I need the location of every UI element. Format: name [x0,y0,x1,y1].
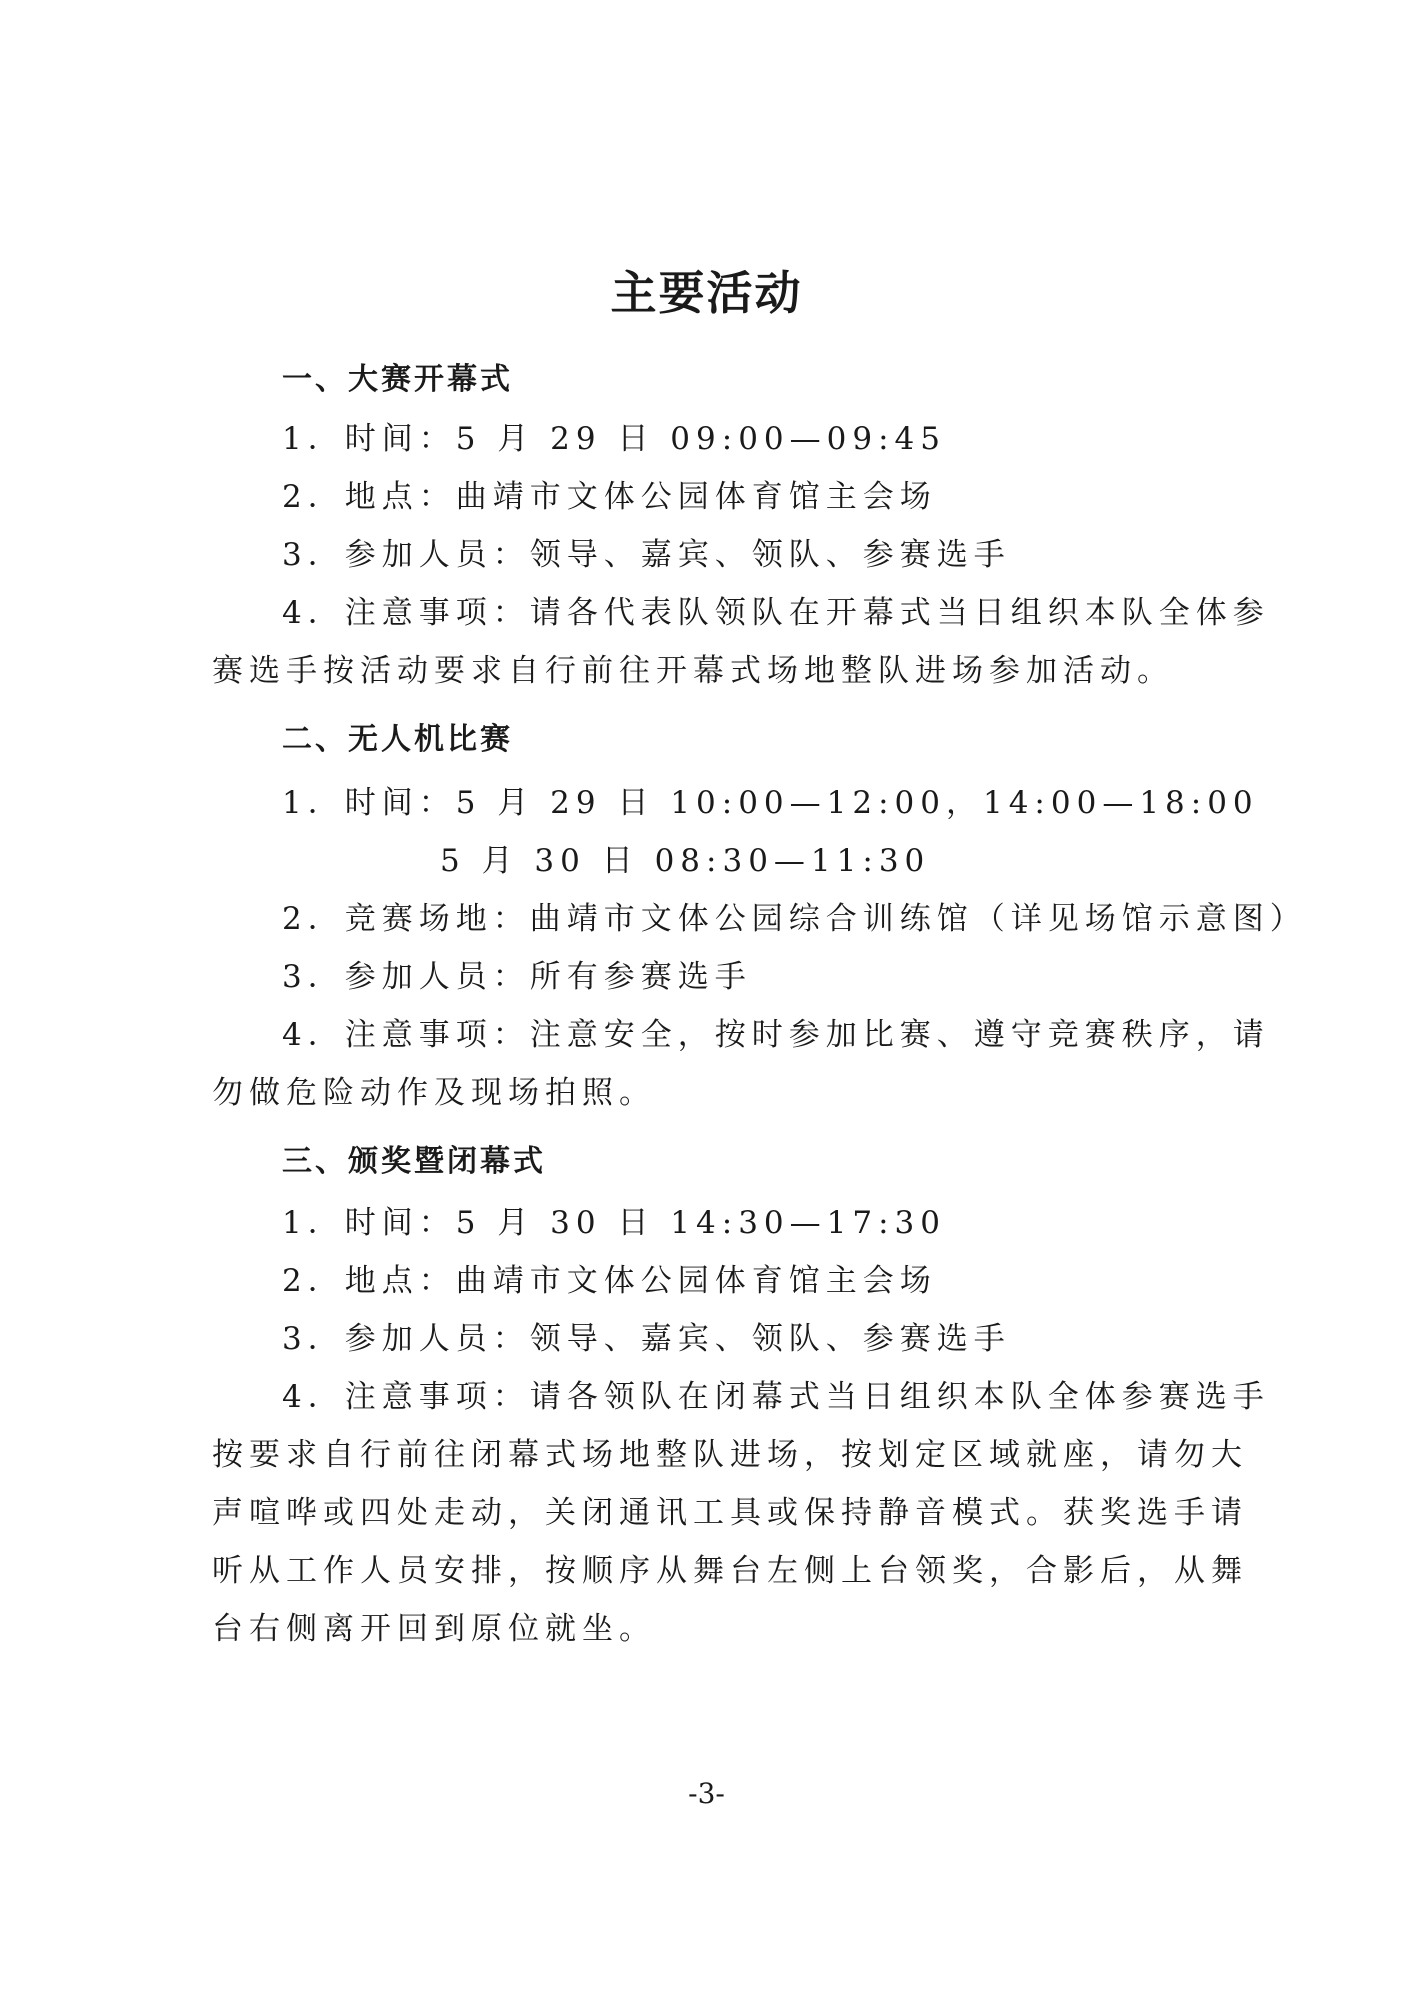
opening-participants: 3．参加人员：领导、嘉宾、领队、参赛选手 [282,537,1011,573]
closing-participants: 3．参加人员：领导、嘉宾、领队、参赛选手 [282,1321,1011,1357]
section-heading-opening: 一、大赛开幕式 [282,362,513,397]
opening-notes-cont: 赛选手按活动要求自行前往开幕式场地整队进场参加活动。 [212,653,1174,689]
closing-location: 2．地点：曲靖市文体公园体育馆主会场 [282,1263,937,1299]
competition-participants: 3．参加人员：所有参赛选手 [282,959,752,995]
section-heading-closing: 三、颁奖暨闭幕式 [282,1144,546,1179]
closing-notes-cont-3: 听从工作人员安排，按顺序从舞台左侧上台领奖，合影后，从舞 [212,1553,1248,1589]
competition-notes: 4．注意事项：注意安全，按时参加比赛、遵守竞赛秩序，请 [282,1017,1270,1053]
opening-location: 2．地点：曲靖市文体公园体育馆主会场 [282,479,937,515]
closing-notes-cont-1: 按要求自行前往闭幕式场地整队进场，按划定区域就座，请勿大 [212,1437,1248,1473]
competition-notes-cont: 勿做危险动作及现场拍照。 [212,1075,656,1111]
closing-notes-cont-4: 台右侧离开回到原位就坐。 [212,1611,656,1647]
competition-time-day2: 5 月 30 日 08:30—11:30 [440,843,931,879]
closing-notes: 4．注意事项：请各领队在闭幕式当日组织本队全体参赛选手 [282,1379,1270,1415]
competition-venue: 2．竞赛场地：曲靖市文体公园综合训练馆（详见场馆示意图） [282,901,1307,937]
competition-time: 1．时间：5 月 29 日 10:00—12:00，14:00—18:00 [282,785,1259,821]
page-title: 主要活动 [610,266,803,320]
opening-notes: 4．注意事项：请各代表队领队在开幕式当日组织本队全体参 [282,595,1270,631]
section-heading-drone-competition: 二、无人机比赛 [282,722,513,757]
closing-notes-cont-2: 声喧哗或四处走动，关闭通讯工具或保持静音模式。获奖选手请 [212,1495,1248,1531]
closing-time: 1．时间：5 月 30 日 14:30—17:30 [282,1205,946,1241]
opening-time: 1．时间：5 月 29 日 09:00—09:45 [282,421,946,457]
page-number: -3- [688,1777,725,1810]
